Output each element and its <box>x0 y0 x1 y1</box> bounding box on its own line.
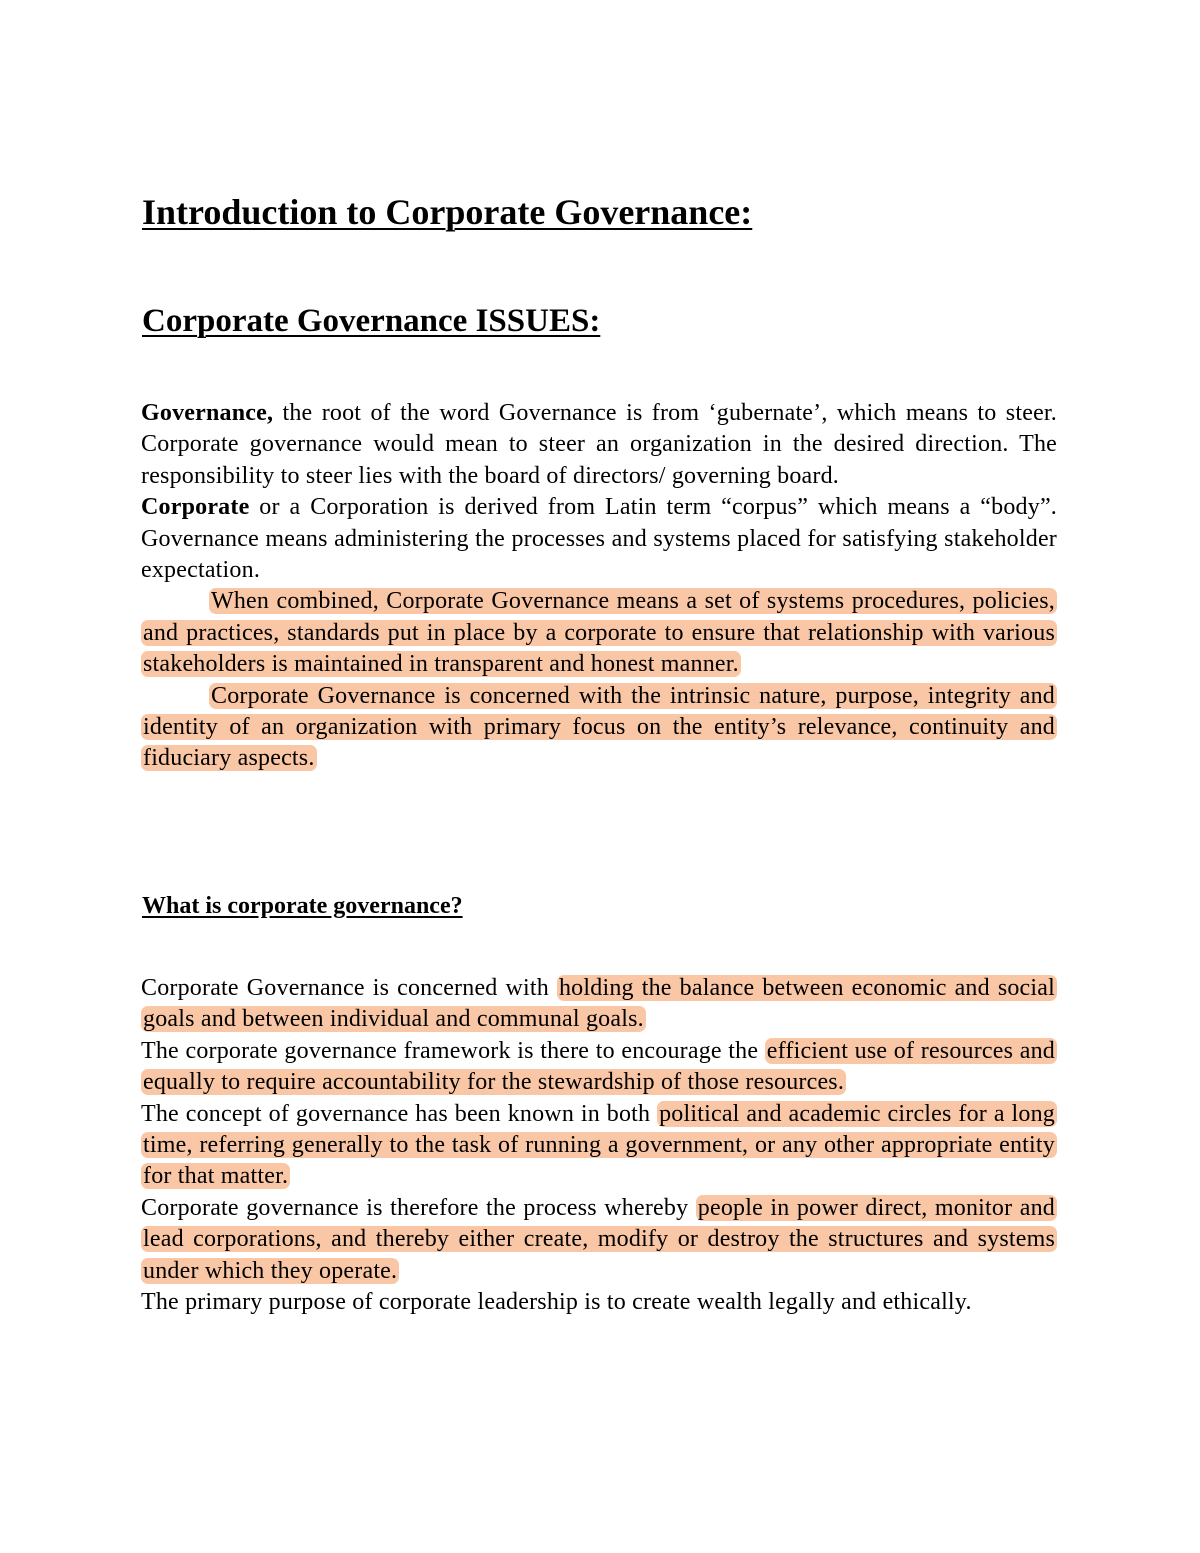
section-paragraph-highlight: political and academic circles for a long time, referring generally to the task of running a government, or any other appropriate entity for that matter. <box>143 1100 1056 1190</box>
section-paragraph-text: Corporate governance is therefore the process whereby <box>141 1194 696 1221</box>
combined-highlight: When combined, Corporate Governance means a set of systems procedures, policies, and practices, standards put in place by a corporate to ensure that relationship with various stakeholders is maintained in transparent and honest manner. <box>143 588 1055 678</box>
corporate-text: or a Corporation is derived from Latin term “corpus” which means a “body”. Governance means administering the processes and systems placed for satisfying stakeholder expectation. <box>141 494 1057 584</box>
governance-text: the root of the word Governance is from ‘gubernate’, which means to steer. Corporate governance would mean to steer an organization in the desired direction. The responsibility to steer lies with the board of directors/ governing board. <box>141 400 1057 489</box>
section-paragraph <box>141 973 1057 1036</box>
section-paragraph-highlight: people in power direct, monitor and lead corporations, and thereby either create, modify or destroy the structures and systems under which they operate. <box>143 1194 1055 1284</box>
section-paragraph-highlight: efficient use of resources and equally to require accountability for the stewardship of those resources. <box>143 1037 1055 1096</box>
section-paragraph-text: The primary purpose of corporate leadership is to create wealth legally and ethically. <box>141 1289 972 1316</box>
section-paragraph-highlight: holding the balance between economic and social goals and between individual and communal goals. <box>143 975 1055 1033</box>
section-paragraph-text: The concept of governance has been known in both <box>141 1100 658 1127</box>
section-block <box>141 973 1057 1318</box>
section-paragraph-text: Corporate Governance is concerned with <box>141 975 557 1001</box>
document-title: Introduction to Corporate Governance: <box>142 192 753 232</box>
concern-paragraph <box>141 681 1057 775</box>
section-paragraph-text: The corporate governance framework is there to encourage the <box>141 1037 765 1064</box>
document-subtitle: Corporate Governance ISSUES: <box>142 303 601 339</box>
corporate-term: Corporate <box>141 494 250 521</box>
section-heading: What is corporate governance? <box>142 893 463 919</box>
section-paragraph <box>141 1193 1057 1287</box>
combined-paragraph <box>141 586 1057 680</box>
section-paragraph <box>141 1099 1057 1193</box>
intro-block <box>141 398 1057 775</box>
governance-term: Governance, <box>141 400 274 426</box>
governance-paragraph <box>141 398 1057 492</box>
concern-highlight: Corporate Governance is concerned with the intrinsic nature, purpose, integrity and identity of an organization with primary focus on the entity’s relevance, continuity and fiduciary aspects. <box>143 682 1055 772</box>
corporate-paragraph <box>141 492 1057 586</box>
section-paragraph <box>141 1287 1057 1318</box>
section-paragraph <box>141 1036 1057 1099</box>
